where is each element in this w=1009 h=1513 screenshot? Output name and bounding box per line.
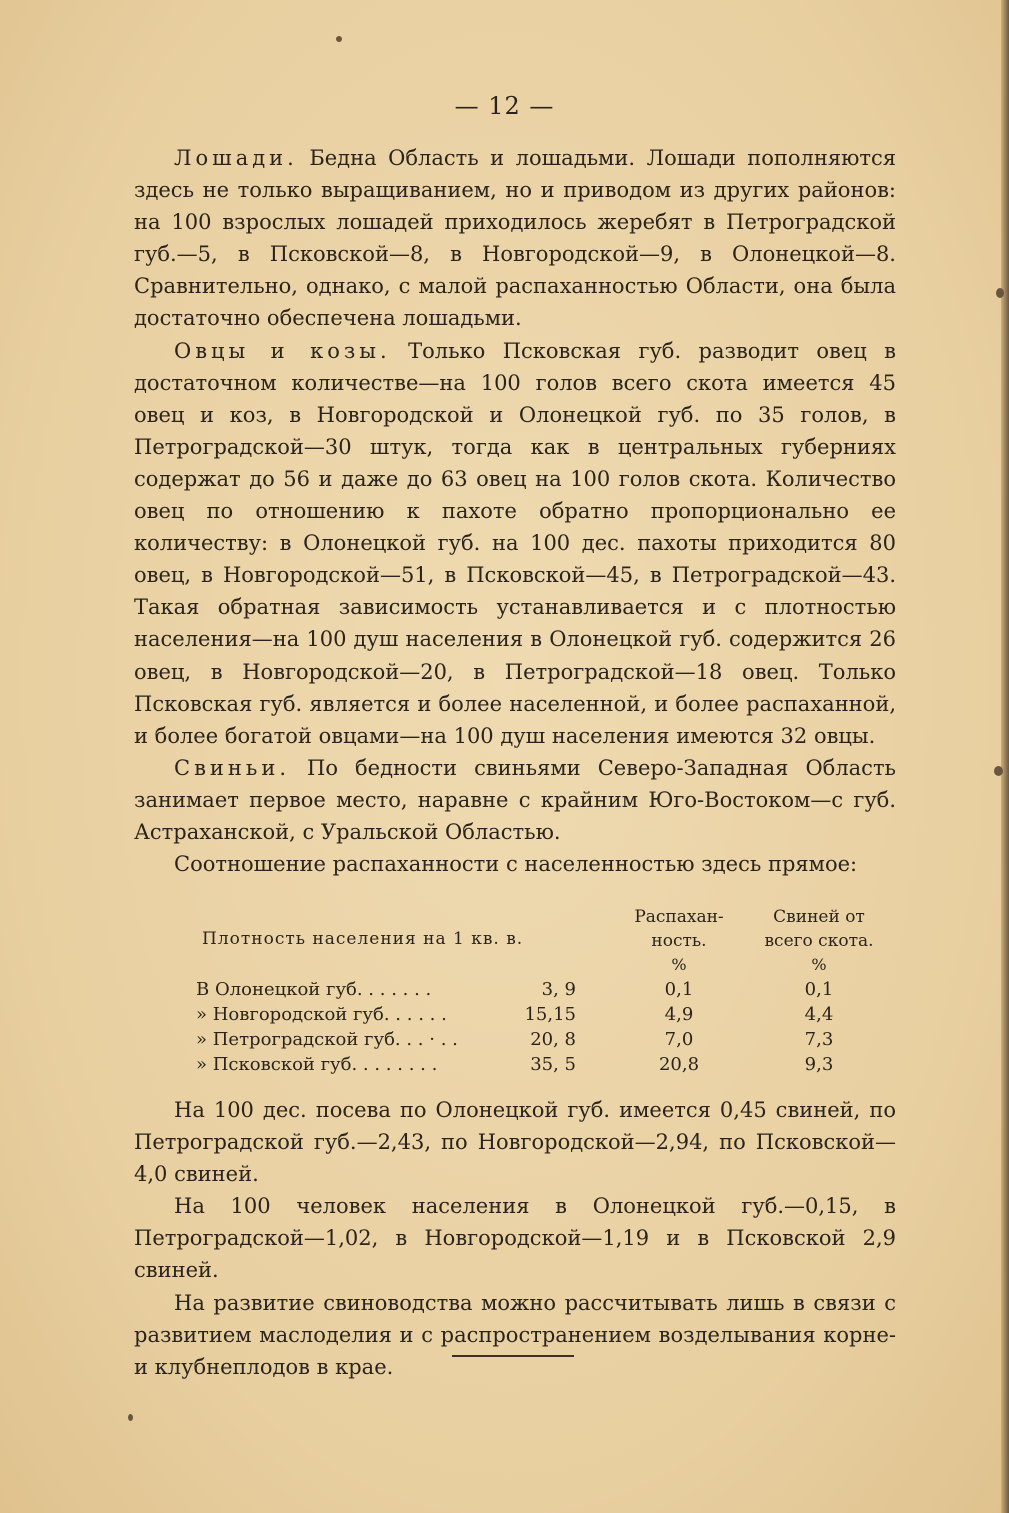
row-plowed: 0,1	[664, 979, 694, 1000]
row-region: » Новгородской губ. . . . . .	[196, 1004, 447, 1025]
density-table	[134, 905, 896, 1079]
row-density: 35, 5	[530, 1054, 576, 1075]
section-lead-sheep: Овцы и козы.	[174, 338, 391, 363]
end-divider	[452, 1355, 574, 1357]
table-row	[134, 1004, 896, 1029]
paragraph-table-intro	[134, 848, 896, 880]
row-region: » Псковской губ. . . . . . . .	[196, 1054, 438, 1075]
row-plowed: 20,8	[658, 1054, 700, 1075]
paragraph-pigs-per-sowing: На 100 дес. посева по Олонецкой губ. имеется 0,45 свиней, по Петроградской губ.—2,43, по Новгородской—2,94, по Псковской—4,0 свиней.	[134, 1098, 896, 1187]
header-plowed-line1: Распахан-	[634, 907, 724, 927]
row-plowed: 4,9	[664, 1004, 694, 1025]
paper-speck	[336, 36, 342, 42]
header-plowed-unit: %	[671, 955, 687, 974]
page-edge-shadow	[1001, 0, 1009, 1513]
row-region: В Олонецкой губ. . . . . . .	[196, 979, 432, 1000]
body-text-top	[134, 142, 896, 880]
row-pigs: 7,3	[804, 1029, 834, 1050]
paper-speck	[128, 1414, 133, 1421]
header-pigs-line1: Свиней от	[773, 907, 865, 927]
row-density: 15,15	[524, 1004, 576, 1025]
row-density: 3, 9	[541, 979, 576, 1000]
paragraph-pigs-per-population: На 100 человек населения в Олонецкой губ.—0,15, в Петроградской—1,02, в Новгородской—1,19 и в Псковской 2,9 свиней.	[134, 1194, 896, 1283]
paper-speck	[996, 288, 1004, 298]
row-plowed: 7,0	[664, 1029, 694, 1050]
table-row	[134, 1054, 896, 1079]
table-row	[134, 1029, 896, 1054]
header-pigs-unit: %	[811, 955, 827, 974]
row-pigs: 4,4	[804, 1004, 834, 1025]
paragraph-sheep-goats	[134, 335, 896, 752]
row-region: » Петроградской губ. . . · . .	[196, 1029, 458, 1050]
row-pigs: 0,1	[804, 979, 834, 1000]
paragraph-text: Соотношение распаханности с населенностью здесь прямое:	[174, 852, 858, 877]
page-number: — 12 —	[454, 92, 555, 120]
table-header	[134, 905, 896, 979]
paragraph-pig-farming-outlook: На развитие свиноводства можно рассчитывать лишь в связи с развитием маслоделия и с распространением возделывания корне- и клубнеплодов в крае.	[134, 1290, 896, 1379]
paragraph-text: Бедна Область и лошадьми. Лошади пополняются здесь не только выращиванием, но и приводом из других районов: на 100 взрослых лошадей приходилось жеребят в Петроградской губ.—5, в Псковской—8, в Новгородской—9, в Олонецкой—8. Сравнительно, однако, с малой распаханностью Области, она была достаточно обеспечена лошадьми.	[134, 146, 896, 331]
table-row	[134, 979, 896, 1004]
row-density: 20, 8	[530, 1029, 576, 1050]
section-lead-pigs: Свиньи.	[174, 755, 290, 780]
header-plowed-line2: ность.	[651, 931, 707, 951]
row-pigs: 9,3	[804, 1054, 834, 1075]
paper-speck	[994, 766, 1003, 776]
header-pigs	[754, 905, 884, 977]
paragraph-horses	[134, 142, 896, 335]
body-text-bottom	[134, 1094, 896, 1383]
paragraph-text: Только Псковская губ. разводит овец в достаточном количестве—на 100 голов всего скота имеется 45 овец и коз, в Новгородской и Олонецкой губ. по 35 голов, в Петроградской—30 штук, тогда как в центральных губерниях содержат до 56 и даже до 63 овец на 100 голов скота. Количество овец по отношению к пахоте обратно пропорционально ее количеству: в Олонецкой губ. на 100 дес. пахоты приходится 80 овец, в Новгородской—51, в Псковской—45, в Петроградской—43. Такая обратная зависимость устанавливается и с плотностью населения—на 100 душ населения в Олонецкой губ. содержится 26 овец, в Новгородской—20, в Петроградской—18 овец. Только Псковская губ. является и более населенной, и более распаханной, и более богатой овцами—на 100 душ населения имеются 32 овцы.	[134, 338, 897, 748]
header-pigs-line2: всего скота.	[764, 931, 874, 951]
header-plowed	[624, 905, 734, 977]
paragraph-pigs	[134, 752, 896, 848]
section-lead-horses: Лошади.	[174, 146, 298, 170]
paragraph-text: По бедности свиньями Северо-Западная Область занимает первое место, наравне с крайним Юго-Востоком—с губ. Астраханской, с Уральской Областью.	[134, 755, 896, 844]
header-density-label: Плотность населения на 1 кв. в.	[202, 929, 524, 949]
